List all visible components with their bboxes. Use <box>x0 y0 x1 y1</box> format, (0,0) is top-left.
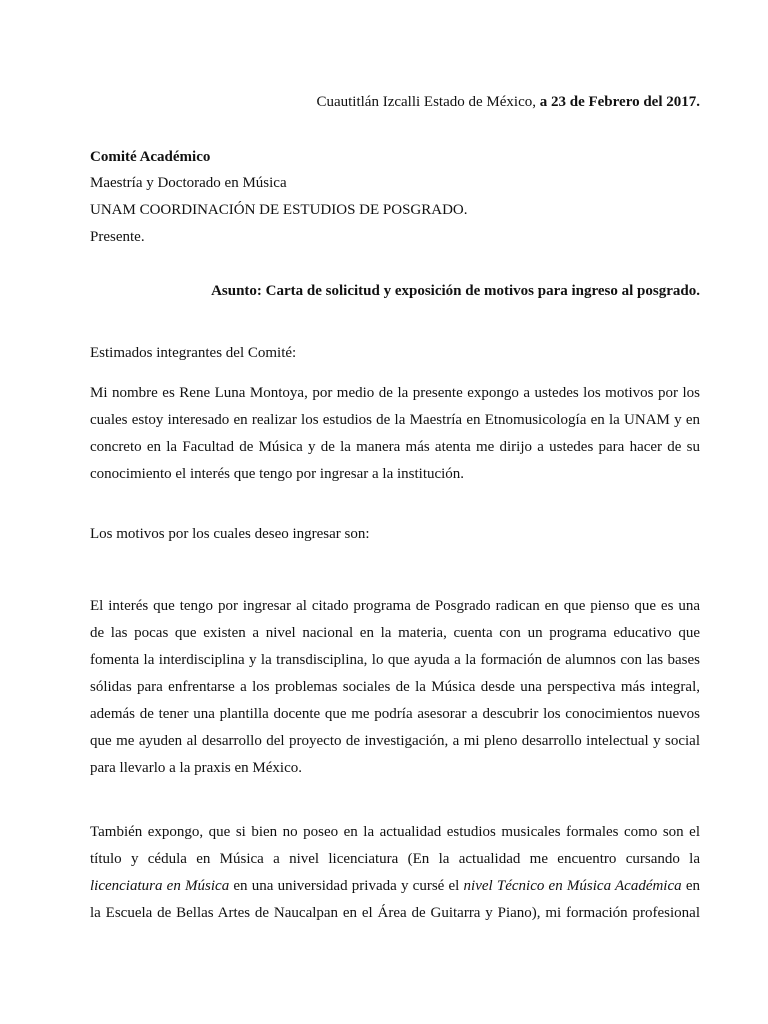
paragraph-3-line: la Escuela de Bellas Artes de Naucalpan en el Área de Guitarra y Piano), mi formación profesional <box>90 905 700 921</box>
italic-degree-text: licenciatura en Música <box>90 878 230 894</box>
place-date-line <box>90 92 700 112</box>
plain-text: en una universidad privada y cursé el <box>229 878 464 894</box>
subject-line: Asunto: Carta de solicitud y exposición de motivos para ingreso al posgrado. <box>211 283 700 299</box>
paragraph-1-line: conocimiento el interés que tengo por ingresar a la institución. <box>90 466 465 482</box>
paragraph-2-line: sólidas para enfrentarse a los problemas sociales de la Música desde una perspectiva más integral, <box>90 679 700 695</box>
paragraph-1-line: concreto en la Facultad de Música y de la manera más atenta me dirijo a ustedes para hacer de su <box>90 439 700 455</box>
paragraph-3-line: título y cédula en Música a nivel licenciatura (En la actualidad me encuentro cursando la <box>90 851 700 867</box>
paragraph-2-line: que me ayuden al desarrollo del proyecto de investigación, a mi pleno desarrollo intelectual y social <box>90 733 700 749</box>
salutation: Estimados integrantes del Comité: <box>90 345 297 361</box>
recipient-office: UNAM COORDINACIÓN DE ESTUDIOS DE POSGRADO. <box>90 202 468 218</box>
motives-intro: Los motivos por los cuales deseo ingresar son: <box>90 526 370 542</box>
paragraph-2-line: fomenta la interdisciplina y la transdisciplina, lo que ayuda a la formación de alumnos con las bases <box>90 652 700 668</box>
italic-level-text: nivel Técnico en Música Académica <box>463 878 682 894</box>
recipient-presente: Presente. <box>90 229 145 245</box>
paragraph-2-line: El interés que tengo por ingresar al citado programa de Posgrado radican en que pienso que es una <box>90 598 700 614</box>
recipient-committee: Comité Académico <box>90 149 211 165</box>
place-text: Cuautitlán Izcalli Estado de México, <box>316 94 540 110</box>
date-text: a 23 de Febrero del 2017. <box>539 94 700 110</box>
paragraph-1-line: cuales estoy interesado en realizar los estudios de la Maestría en Etnomusicología en la UNAM y en <box>90 412 700 428</box>
paragraph-2-line: además de tener una plantilla docente que me podría asesorar a descubrir los conocimientos nuevos <box>90 706 700 722</box>
paragraph-1-line: Mi nombre es Rene Luna Montoya, por medio de la presente expongo a ustedes los motivos por los <box>90 385 700 401</box>
paragraph-2-line: de las pocas que existen a nivel nacional en la materia, cuenta con un programa educativo que <box>90 625 700 641</box>
paragraph-3-line <box>90 876 700 896</box>
paragraph-3-line: También expongo, que si bien no poseo en la actualidad estudios musicales formales como son el <box>90 824 700 840</box>
recipient-program: Maestría y Doctorado en Música <box>90 175 287 191</box>
plain-text: en <box>681 878 700 894</box>
paragraph-2-line: para llevarlo a la praxis en México. <box>90 760 302 776</box>
